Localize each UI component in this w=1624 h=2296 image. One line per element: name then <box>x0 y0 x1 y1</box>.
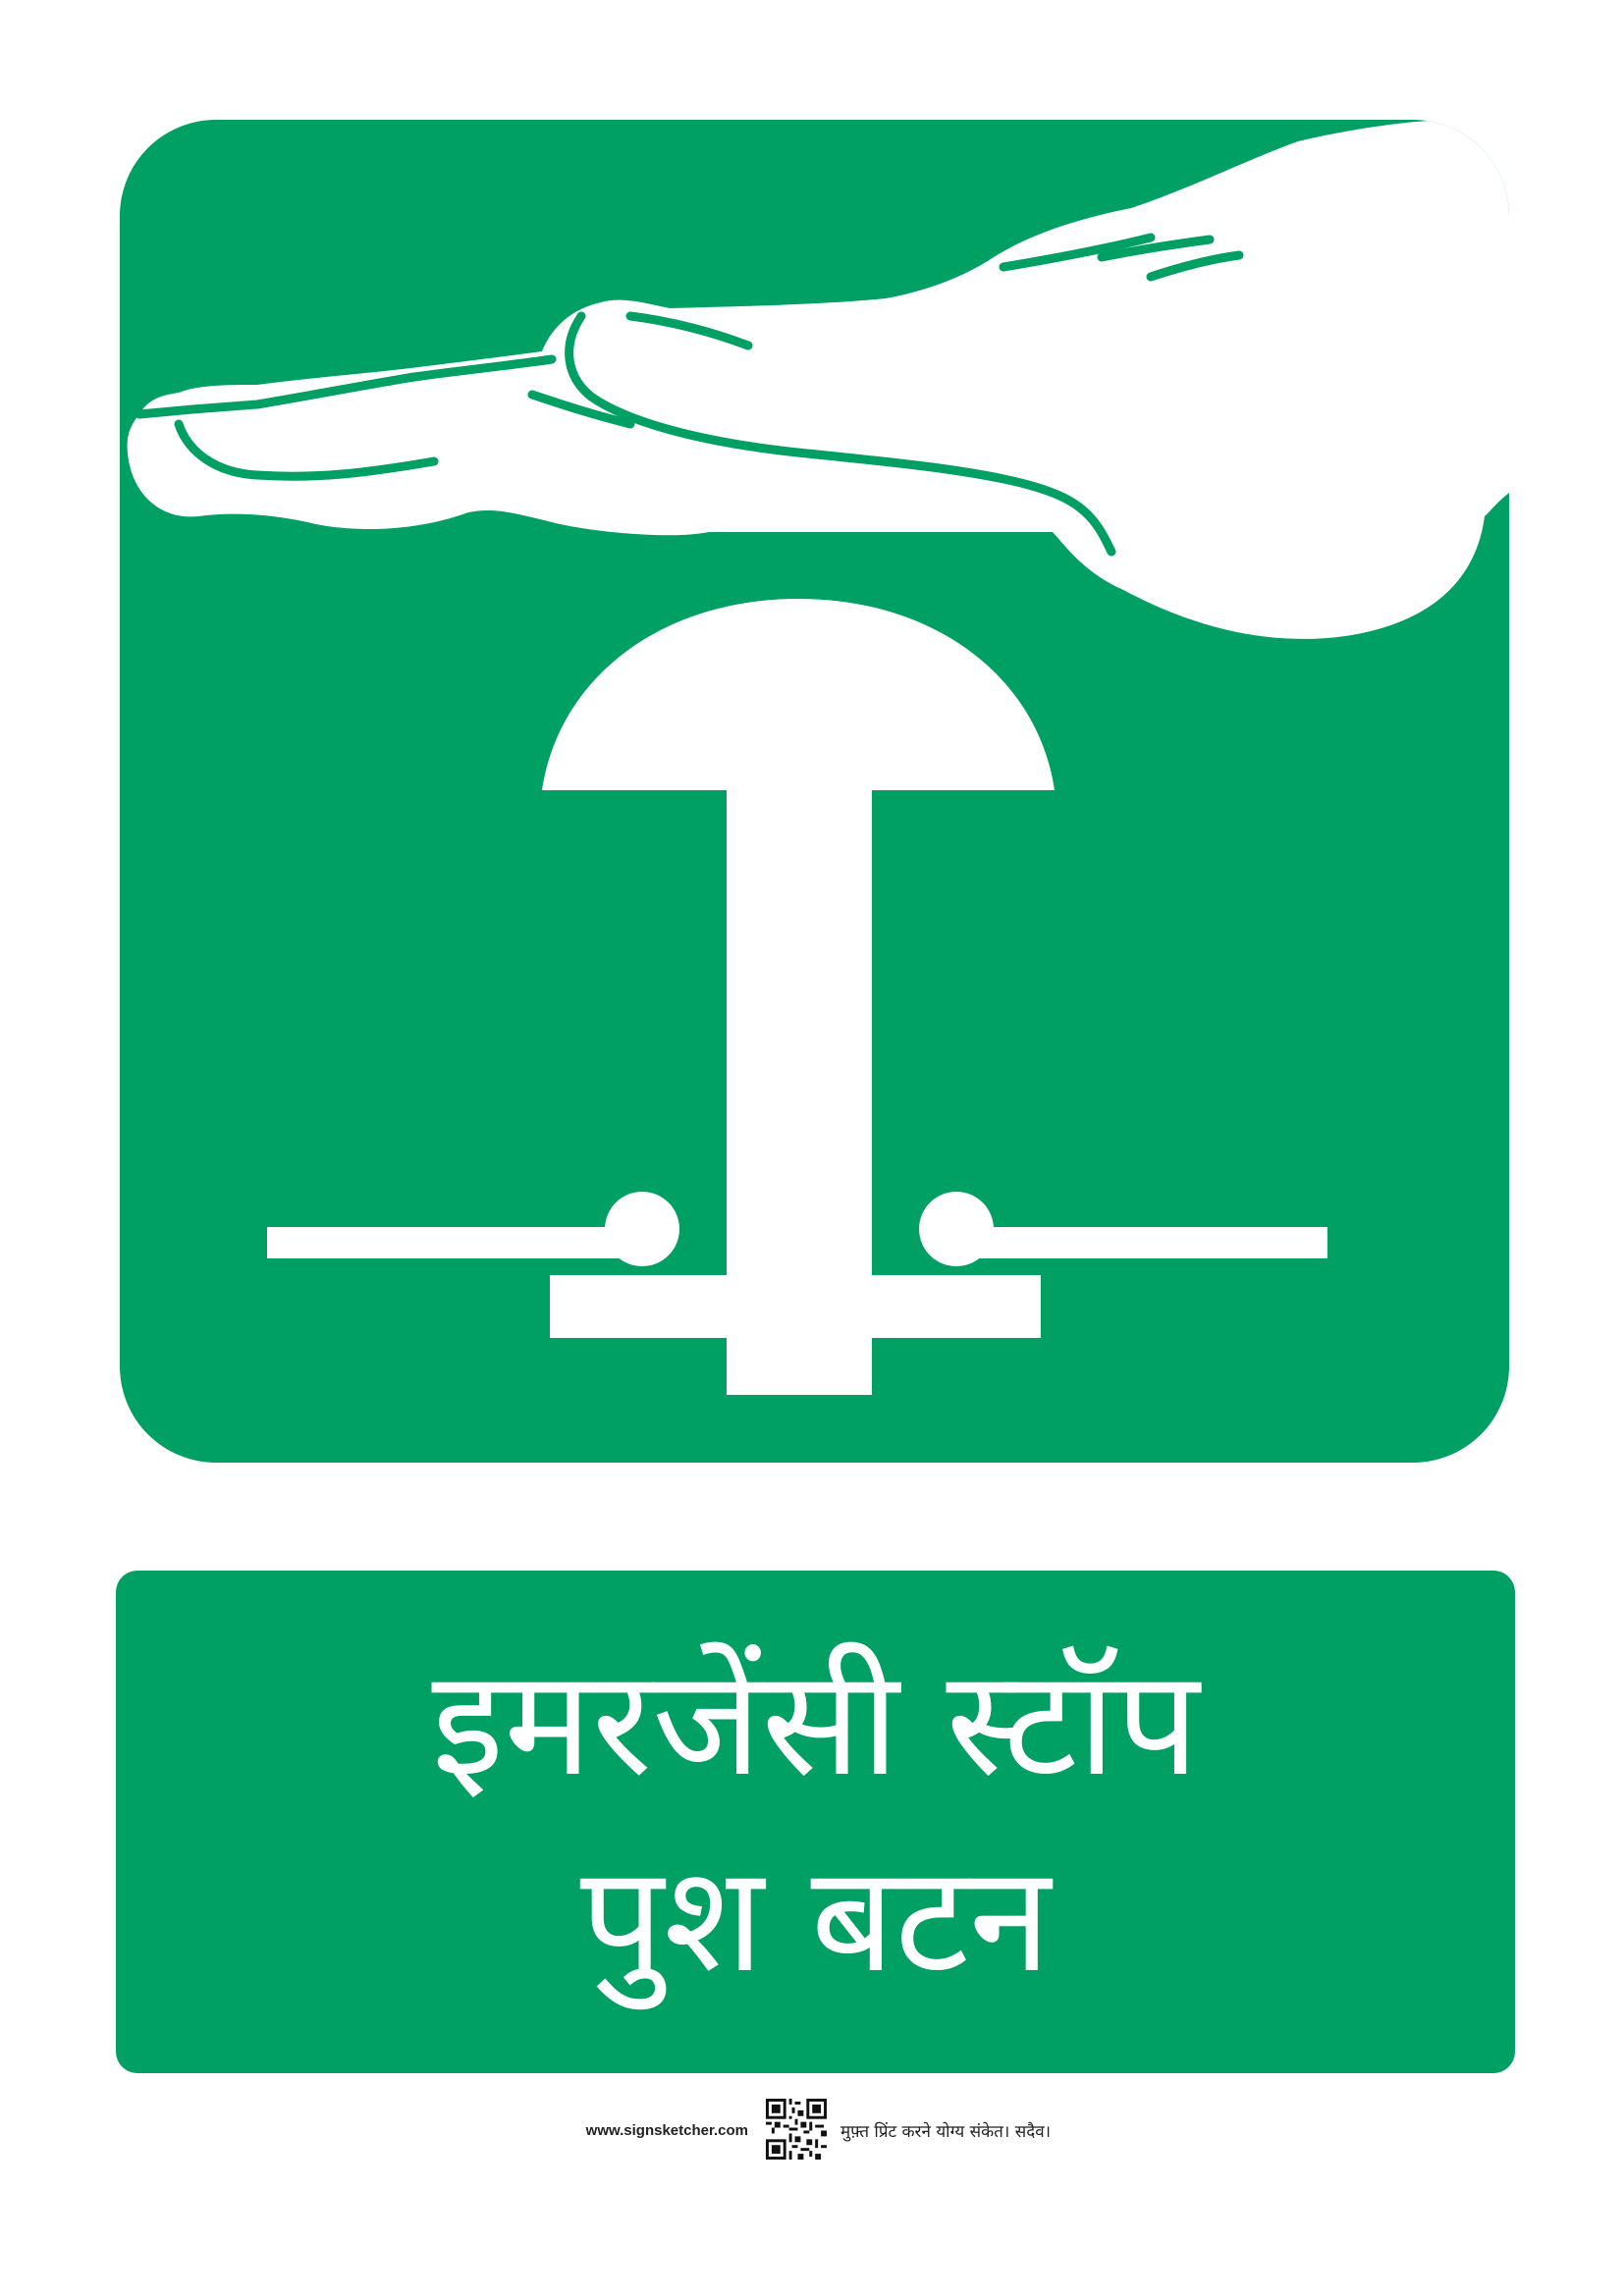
sign-title-line-1: इमरजेंसी स्टॉप <box>431 1638 1200 1809</box>
footer-tagline: मुफ़्त प्रिंट करने योग्य संकेत। सदैव। <box>840 2122 1052 2142</box>
qr-code-icon <box>766 2099 827 2160</box>
footer-url: www.signsketcher.com <box>585 2122 748 2139</box>
pictogram-panel <box>120 120 1509 1463</box>
sign-text-panel <box>116 1571 1515 2073</box>
emergency-stop-pictogram <box>120 120 1509 1463</box>
sign-title-line-2: पुश बटन <box>579 1835 1052 2005</box>
footer <box>0 2099 1624 2167</box>
